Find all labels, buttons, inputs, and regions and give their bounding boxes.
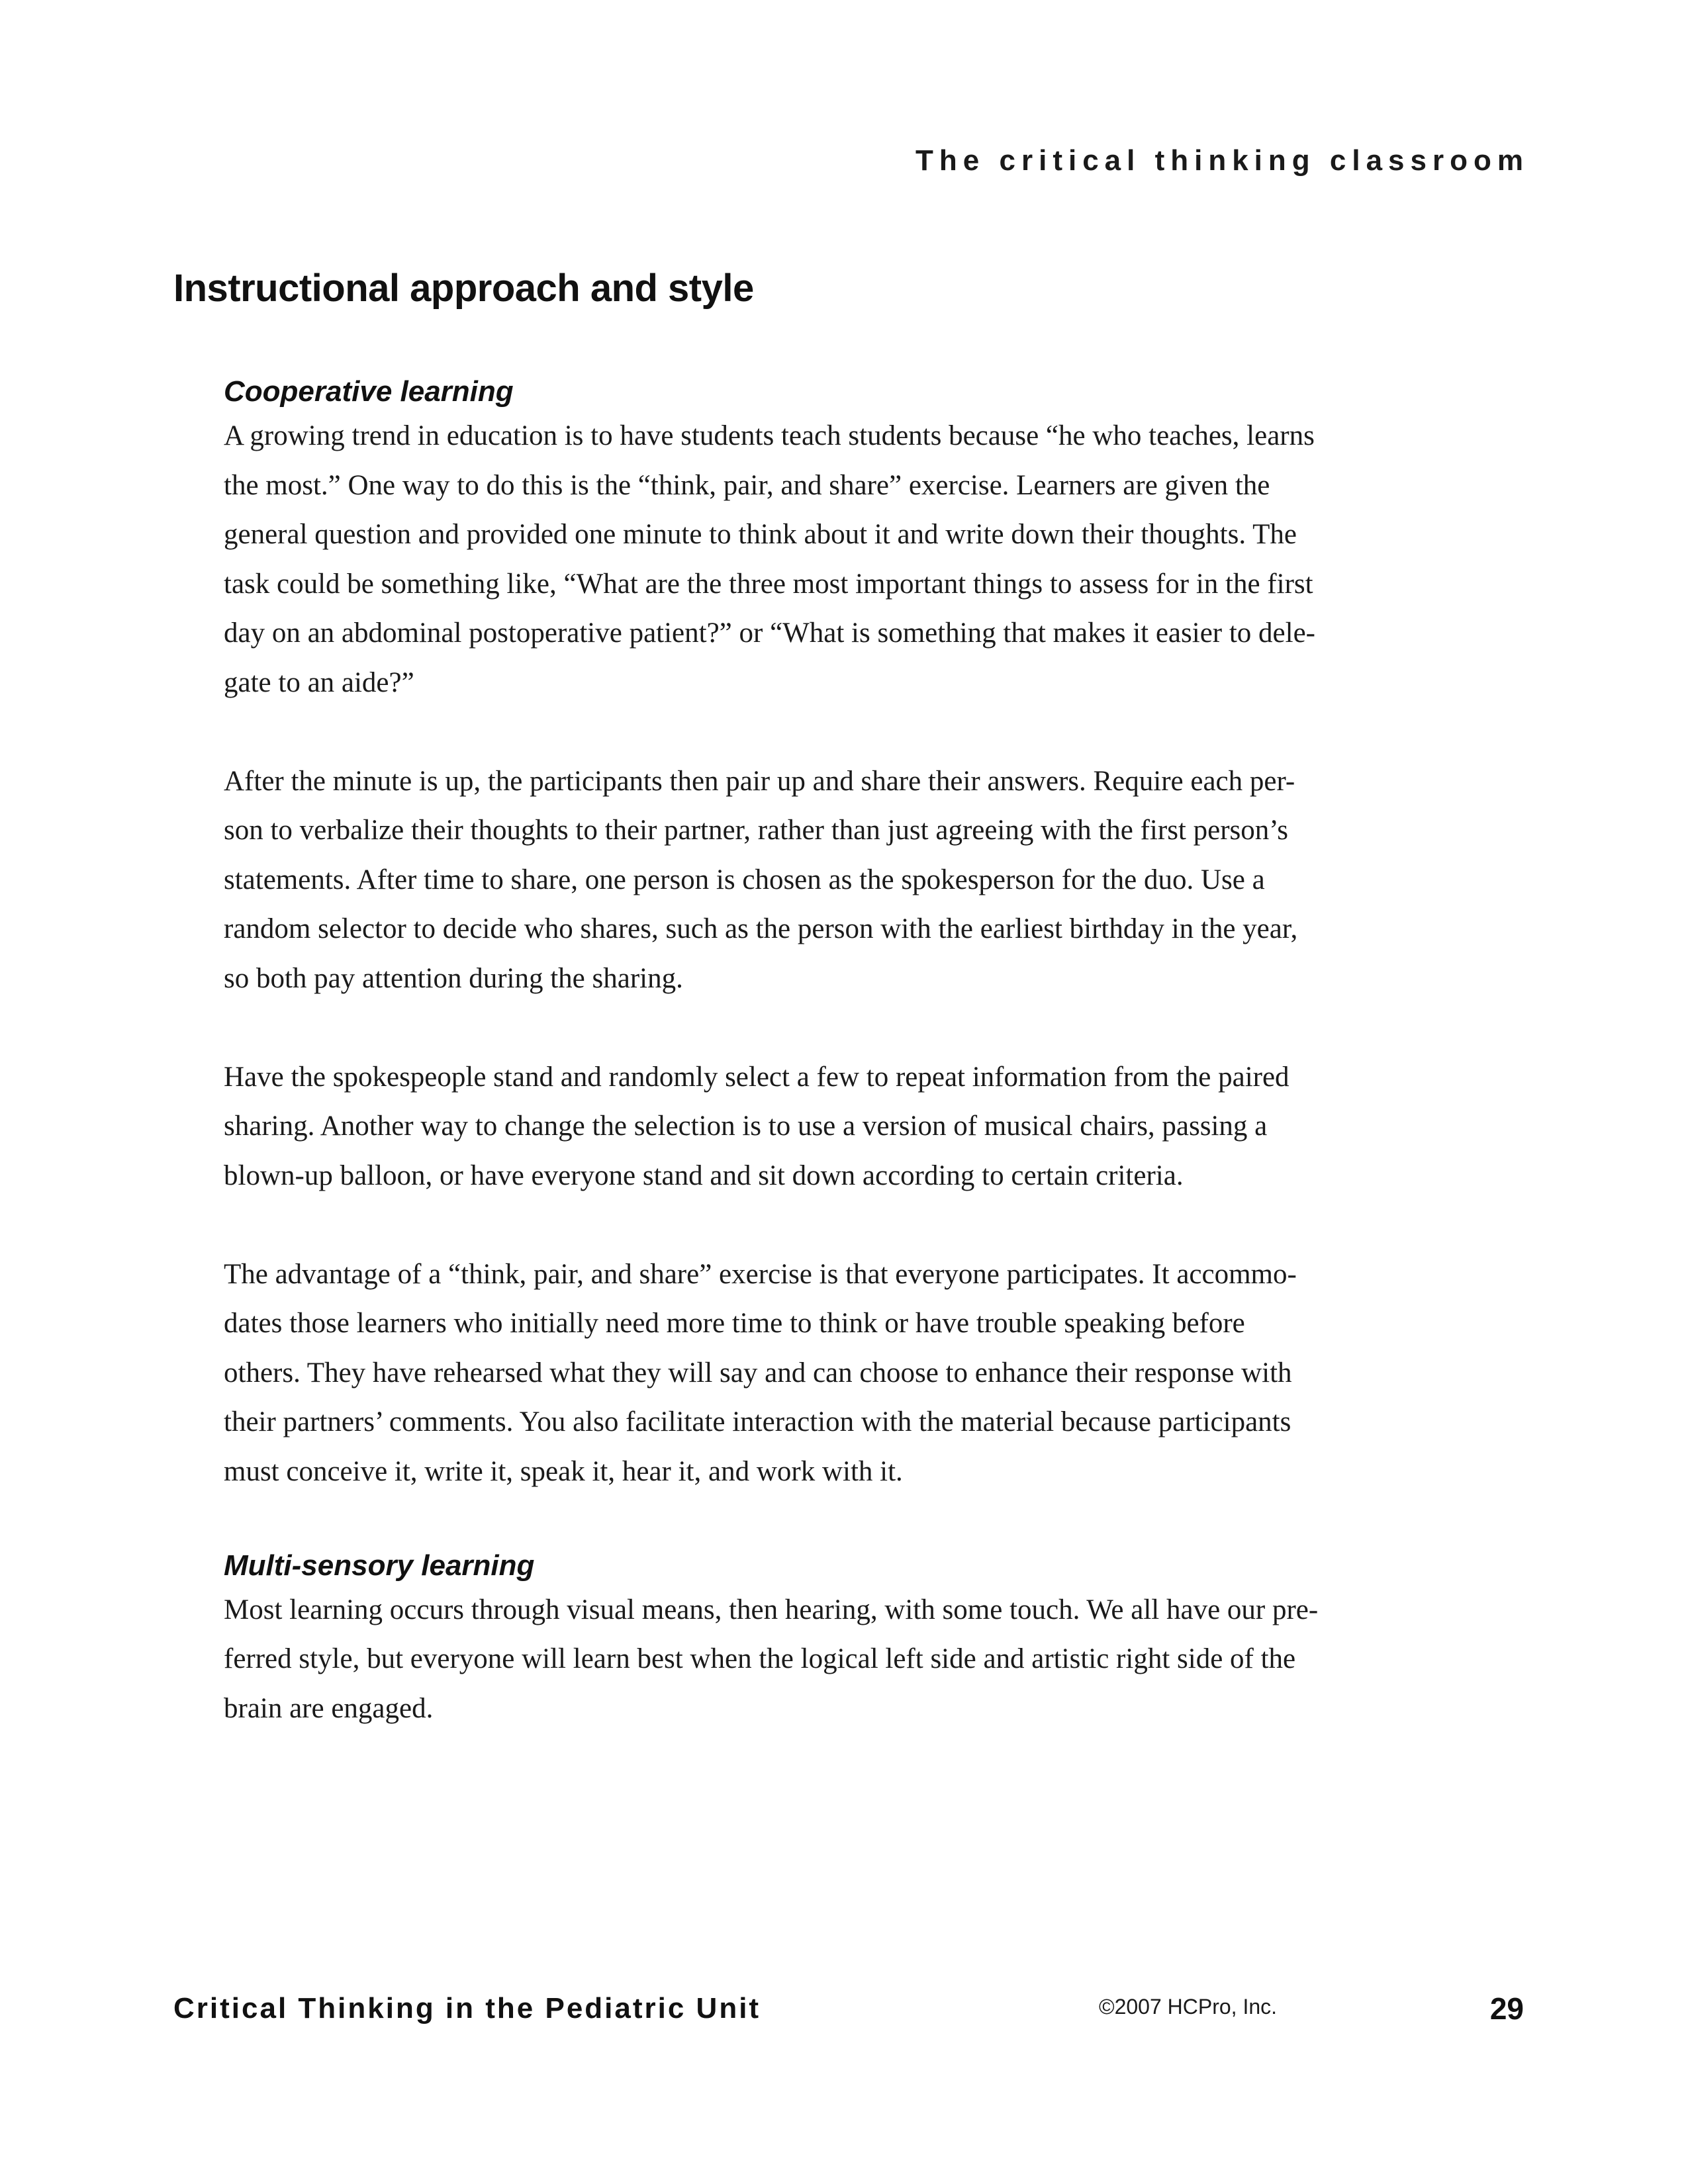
footer-book-title: Critical Thinking in the Pediatric Unit <box>173 1992 761 2025</box>
text-line: task could be something like, “What are the three most important things to assess for in the first <box>224 568 1313 600</box>
paragraph-spacer <box>224 1201 1501 1250</box>
paragraph-spacer <box>224 1003 1501 1053</box>
text-line: so both pay attention during the sharing. <box>224 962 683 994</box>
text-line: the most.” One way to do this is the “think, pair, and share” exercise. Learners are given the <box>224 469 1270 501</box>
text-line: random selector to decide who shares, such as the person with the earliest birthday in the year, <box>224 913 1298 944</box>
text-line: statements. After time to share, one person is chosen as the spokesperson for the duo. Use a <box>224 864 1265 895</box>
text-line: sharing. Another way to change the selection is to use a version of musical chairs, passing a <box>224 1111 1268 1142</box>
paragraph-spacer <box>224 707 1501 757</box>
text-line: others. They have rehearsed what they will say and can choose to enhance their response with <box>224 1357 1292 1388</box>
page-number: 29 <box>1489 1991 1524 2026</box>
text-line: Most learning occurs through visual means, then hearing, with some touch. We all have our pre- <box>224 1594 1319 1625</box>
page-title: Instructional approach and style <box>173 267 754 310</box>
main-content <box>224 372 1501 1733</box>
text-line: general question and provided one minute to think about it and write down their thoughts. The <box>224 519 1297 550</box>
footer-copyright: ©2007 HCPro, Inc. <box>1099 1995 1278 2019</box>
section-heading-cooperative-learning: Cooperative learning <box>224 375 514 408</box>
text-line: A growing trend in education is to have students teach students because “he who teaches, learns <box>224 420 1315 451</box>
text-line: blown-up balloon, or have everyone stand and sit down according to certain criteria. <box>224 1160 1184 1191</box>
text-line: Have the spokespeople stand and randomly select a few to repeat information from the paired <box>224 1061 1289 1093</box>
text-line: The advantage of a “think, pair, and share” exercise is that everyone participates. It accommo- <box>224 1258 1297 1290</box>
text-line: their partners’ comments. You also facilitate interaction with the material because participants <box>224 1406 1291 1437</box>
running-header: The critical thinking classroom <box>915 144 1529 177</box>
paragraph-cooperative-2 <box>224 757 1501 1004</box>
text-line: dates those learners who initially need more time to think or have trouble speaking before <box>224 1308 1245 1339</box>
text-line: must conceive it, write it, speak it, hear it, and work with it. <box>224 1455 903 1487</box>
paragraph-cooperative-3 <box>224 1053 1501 1201</box>
text-line: brain are engaged. <box>224 1692 434 1724</box>
paragraph-multisensory-1 <box>224 1586 1501 1734</box>
text-line: son to verbalize their thoughts to their partner, rather than just agreeing with the first person’s <box>224 815 1288 846</box>
text-line: ferred style, but everyone will learn best when the logical left side and artistic right side of the <box>224 1643 1296 1674</box>
section-heading-multi-sensory-learning: Multi-sensory learning <box>224 1549 535 1582</box>
paragraph-cooperative-4 <box>224 1250 1501 1497</box>
text-line: gate to an aide?” <box>224 666 414 698</box>
text-line: day on an abdominal postoperative patient?” or “What is something that makes it easier to dele- <box>224 617 1315 649</box>
paragraph-spacer <box>224 1496 1501 1546</box>
paragraph-cooperative-1 <box>224 412 1501 707</box>
text-line: After the minute is up, the participants then pair up and share their answers. Require each per- <box>224 765 1295 797</box>
